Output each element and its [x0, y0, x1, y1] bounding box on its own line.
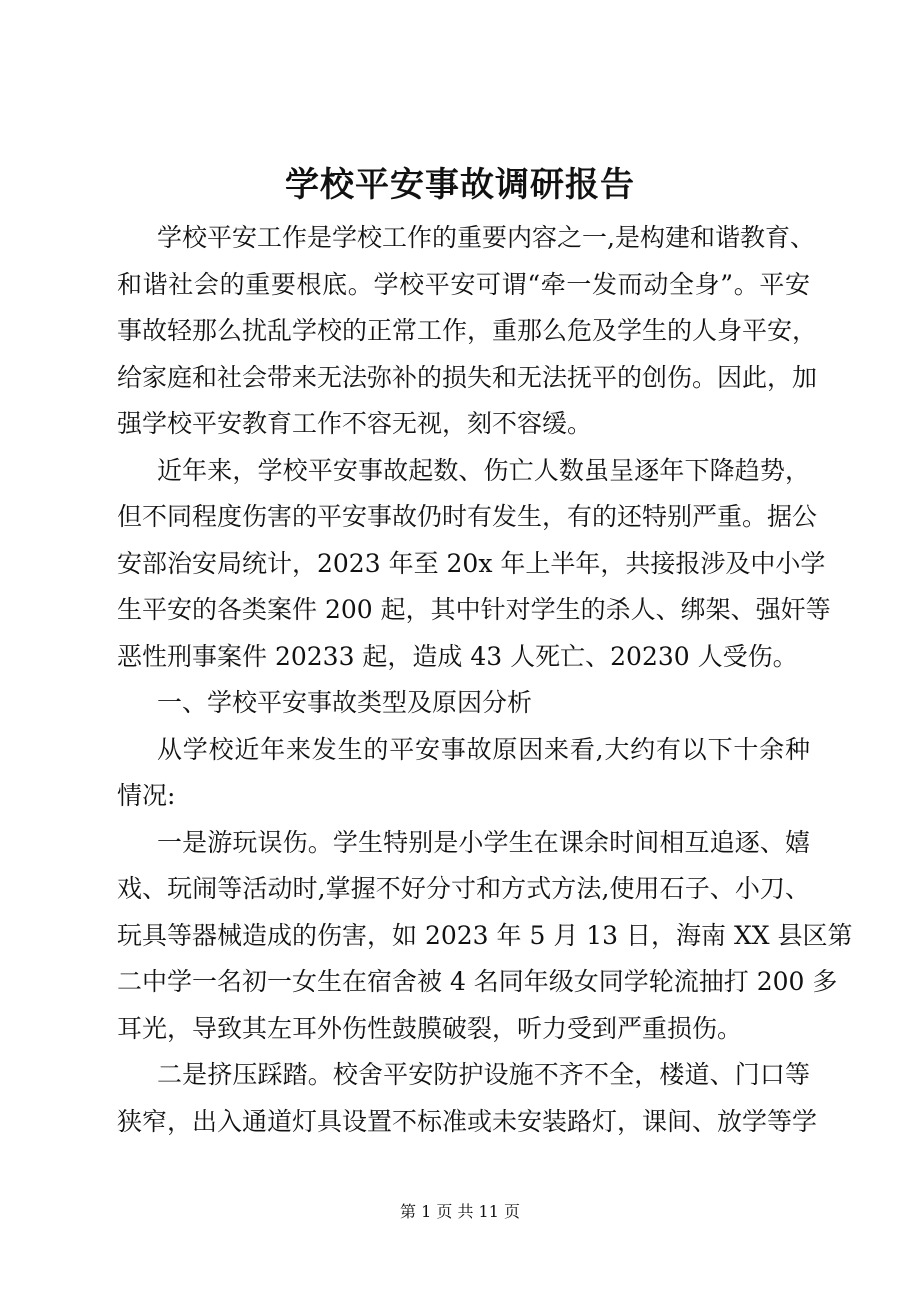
paragraph — [117, 680, 810, 727]
text-line: 生平安的各类案件 200 起，其中针对学生的杀人、绑架、强奸等 — [117, 595, 831, 624]
paragraph — [117, 448, 831, 681]
paragraph — [117, 820, 853, 1053]
text-line: 给家庭和社会带来无法弥补的损失和无法抚平的创伤。因此，加 — [117, 362, 818, 392]
text-line: 戏、玩闹等活动时,掌握不好分寸和方式方法,使用石子、小刀、 — [117, 874, 810, 903]
text-line: 一、学校平安事故类型及原因分析 — [157, 688, 533, 717]
text-line: 玩具等器械造成的伤害，如 2023 年 5 月 13 日，海南 XX 县区第 — [117, 920, 853, 950]
paragraph — [117, 727, 810, 820]
text-line: 事故轻那么扰乱学校的正常工作，重那么危及学生的人身平安， — [117, 316, 818, 345]
text-line: 耳光，导致其左耳外伤性鼓膜破裂，听力受到严重损伤。 — [117, 1013, 743, 1043]
paragraph — [117, 1052, 818, 1145]
text-line: 从学校近年来发生的平安事故原因来看,大约有以下十余种 — [157, 734, 810, 764]
text-line: 安部治安局统计，2023 年至 20x 年上半年，共接报涉及中小学 — [117, 548, 826, 578]
text-line: 二是挤压踩踏。校舍平安防护设施不齐不全，楼道、门口等 — [157, 1060, 810, 1089]
paragraph — [117, 215, 818, 448]
text-line: 和谐社会的重要根底。学校平安可谓“牵一发而动全身”。平安 — [117, 269, 810, 299]
text-line: 学校平安工作是学校工作的重要内容之一,是构建和谐教育、 — [157, 223, 815, 252]
text-line: 二中学一名初一女生在宿舍被 4 名同年级女同学轮流抽打 200 多 — [117, 967, 838, 996]
text-line: 狭窄，出入通道灯具设置不标准或未安装路灯，课间、放学等学 — [117, 1106, 818, 1136]
text-line: 强学校平安教育工作不容无视，刻不容缓。 — [117, 409, 593, 438]
text-line: 但不同程度伤害的平安事故仍时有发生，有的还特别严重。据公 — [117, 502, 818, 531]
text-line: 情况: — [117, 781, 176, 810]
page-number: 第 1 页 共 11 页 — [400, 1202, 520, 1221]
text-line: 恶性刑事案件 20233 起，造成 43 人死亡、20230 人受伤。 — [117, 641, 798, 671]
text-line: 一是游玩误伤。学生特别是小学生在课余时间相互追逐、嬉 — [157, 827, 810, 857]
document-title: 学校平安事故调研报告 — [285, 165, 635, 205]
text-line: 近年来，学校平安事故起数、伤亡人数虽呈逐年下降趋势， — [157, 455, 810, 485]
document-body — [117, 215, 853, 1145]
